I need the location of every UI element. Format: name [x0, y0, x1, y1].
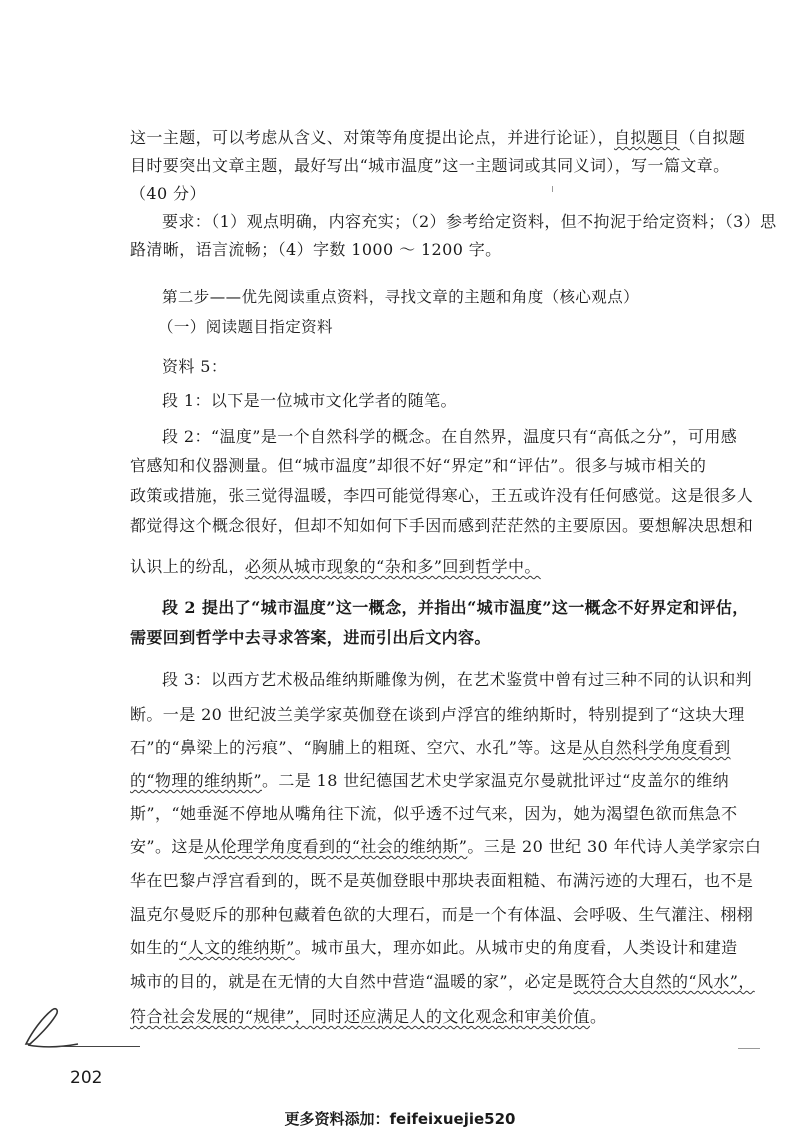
footer-note: 更多资料添加：feifeixuejie520	[284, 1110, 516, 1128]
underlined-text: “人文的维纳斯”	[179, 938, 295, 957]
underlined-text: 符合社会发展的“规律”，同时还应满足人的文化观念和审美价值	[130, 1007, 590, 1026]
material-label: 资料 5：	[162, 357, 228, 376]
text-run: 石”的“鼻梁上的污痕”、“胸脯上的粗斑、空穴、水孔”等。这是	[130, 738, 583, 757]
body-line	[130, 738, 731, 758]
scan-speck	[738, 1048, 760, 1049]
body-line: 都觉得这个概念很好，但却不知如何下手因而感到茫茫然的主要原因。要想解决思想和	[130, 516, 754, 535]
text-run: 。	[589, 1007, 607, 1026]
underlined-text: 必须从城市现象的“杂和多”回到哲学中。	[244, 557, 541, 576]
body-line: 官感知和仪器测量。但“城市温度”却很不好“界定”和“评估”。很多与城市相关的	[130, 456, 707, 475]
body-line	[130, 557, 541, 577]
underlined-text: 从自然科学角度看到	[582, 738, 731, 757]
underlined-text: 既符合大自然的“风水”，	[573, 972, 755, 991]
pen-mark-icon	[18, 1004, 88, 1050]
body-line	[130, 771, 729, 791]
body-line: 目时要突出文章主题，最好写出“城市温度”这一主题词或其同义词），写一篇文章。	[130, 156, 730, 175]
text-run: 。城市虽大，理亦如此。从城市史的角度看，人类设计和建造	[294, 938, 738, 957]
body-line: 斯”，“她垂涎不停地从嘴角往下流，似乎透不过气来，因为，她为渴望色欲而焦急不	[130, 804, 738, 823]
scan-speck	[552, 186, 553, 192]
body-line: 要求：（1）观点明确，内容充实；（2）参考给定资料，但不拘泥于给定资料；（3）思	[162, 212, 777, 231]
body-line	[130, 128, 745, 148]
body-line	[130, 938, 738, 958]
text-run: 。二是 18 世纪德国艺术史学家温克尔曼就批评过“皮盖尔的维纳	[261, 771, 730, 790]
footer-rule	[60, 1046, 140, 1047]
body-line: 温克尔曼贬斥的那种包藏着色欲的大理石，而是一个有体温、会呼吸、生气灌注、栩栩	[130, 905, 754, 924]
underlined-text: 从伦理学角度看到的“社会的维纳斯”	[204, 837, 468, 856]
underlined-text: 自拟题目	[614, 128, 680, 147]
body-line	[130, 837, 761, 857]
body-line: 路清晰，语言流畅；（4）字数 1000 ～ 1200 字。	[130, 240, 502, 259]
text-run: 认识上的纷乱，	[130, 557, 245, 576]
body-line: 华在巴黎卢浮宫看到的，既不是英伽登眼中那块表面粗糙、布满污迹的大理石，也不是	[130, 871, 754, 890]
text-run: （自拟题	[679, 128, 746, 147]
body-line	[130, 972, 755, 992]
body-line: 政策或措施，张三觉得温暖，李四可能觉得寒心，王五或许没有任何感觉。这是很多人	[130, 486, 754, 505]
body-line: 段 1：以下是一位城市文化学者的随笔。	[162, 391, 457, 410]
page-number: 202	[70, 1068, 103, 1088]
body-line: 段 2：“温度”是一个自然科学的概念。在自然界，温度只有“高低之分”，可用感	[162, 427, 738, 446]
subsection-heading: （一）阅读题目指定资料	[158, 318, 333, 336]
text-run: 安”。这是	[130, 837, 205, 856]
analysis-line: 需要回到哲学中去寻求答案，进而引出后文内容。	[130, 628, 491, 647]
body-line	[130, 1007, 606, 1027]
underlined-text: 的“物理的维纳斯”	[130, 771, 262, 790]
text-run: 如生的	[130, 938, 180, 957]
analysis-line: 段 2 提出了“城市温度”这一概念，并指出“城市温度”这一概念不好界定和评估，	[162, 598, 749, 617]
body-line: 段 3：以西方艺术极品维纳斯雕像为例，在艺术鉴赏中曾有过三种不同的认识和判	[162, 670, 753, 689]
body-line: （40 分）	[130, 184, 206, 203]
text-run: 这一主题，可以考虑从含义、对策等角度提出论点，并进行论证），	[130, 128, 615, 147]
text-run: 。三是 20 世纪 30 年代诗人美学家宗白	[467, 837, 762, 856]
section-heading: 第二步——优先阅读重点资料，寻找文章的主题和角度（核心观点）	[162, 288, 640, 306]
body-line: 断。一是 20 世纪波兰美学家英伽登在谈到卢浮宫的维纳斯时，特别提到了“这块大理	[130, 705, 745, 724]
text-run: 城市的目的，就是在无情的大自然中营造“温暖的家”，必定是	[130, 972, 574, 991]
